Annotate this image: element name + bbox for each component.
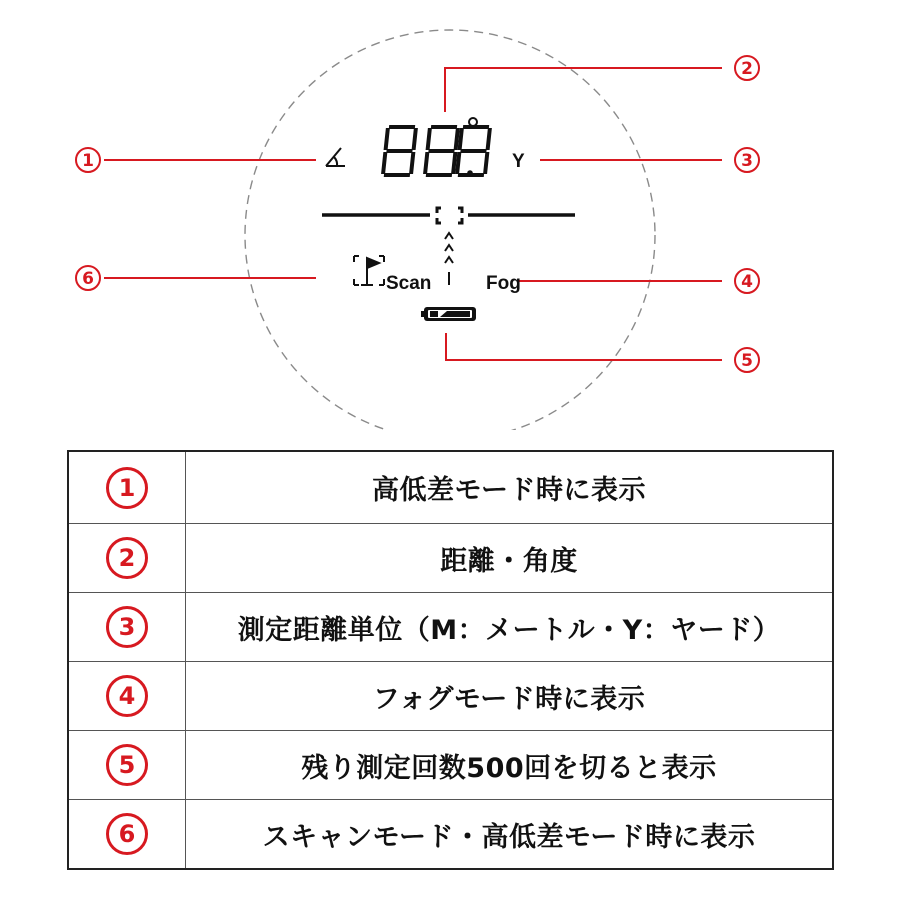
row-description: 残り測定回数500回を切ると表示 bbox=[186, 731, 834, 800]
fog-label: Fog bbox=[486, 273, 521, 294]
row-number-cell bbox=[68, 524, 186, 593]
row-number-cell bbox=[68, 662, 186, 731]
unit-label: Y bbox=[512, 151, 525, 172]
number-badge: 3 bbox=[106, 606, 148, 648]
row-description: 測定距離単位（M：メートル・Y：ヤード） bbox=[186, 593, 834, 662]
svg-text:6: 6 bbox=[82, 269, 94, 289]
number-badge: 4 bbox=[106, 675, 148, 717]
callout-badge-2 bbox=[735, 56, 759, 80]
callout-badge-4 bbox=[735, 269, 759, 293]
display-diagram bbox=[0, 0, 900, 430]
row-number-cell bbox=[68, 451, 186, 524]
svg-text:1: 1 bbox=[82, 151, 94, 171]
callout-badge-3 bbox=[735, 148, 759, 172]
crosshair-icon bbox=[437, 208, 462, 223]
number-badge: 6 bbox=[106, 813, 148, 855]
table-row bbox=[68, 451, 833, 524]
number-badge: 1 bbox=[106, 467, 148, 509]
leader-5 bbox=[446, 333, 722, 360]
angle-icon bbox=[326, 148, 345, 166]
row-description: フォグモード時に表示 bbox=[186, 662, 834, 731]
svg-text:3: 3 bbox=[741, 151, 753, 171]
legend-table bbox=[67, 450, 834, 870]
table-row bbox=[68, 593, 833, 662]
table-row bbox=[68, 662, 833, 731]
battery-icon bbox=[421, 307, 476, 321]
svg-text:5: 5 bbox=[741, 351, 753, 371]
svg-text:4: 4 bbox=[741, 272, 753, 292]
table-row bbox=[68, 800, 833, 870]
arrow-up-icon bbox=[445, 233, 453, 285]
row-description: スキャンモード・高低差モード時に表示 bbox=[186, 800, 834, 870]
row-number-cell bbox=[68, 800, 186, 870]
flag-icon bbox=[354, 256, 384, 285]
row-number-cell bbox=[68, 593, 186, 662]
callout-badge-6 bbox=[76, 266, 100, 290]
row-number-cell bbox=[68, 731, 186, 800]
table-row bbox=[68, 731, 833, 800]
leader-2 bbox=[445, 68, 722, 112]
viewfinder-circle bbox=[245, 30, 655, 430]
scan-label: Scan bbox=[386, 273, 432, 294]
distance-digits bbox=[383, 118, 490, 176]
number-badge: 2 bbox=[106, 537, 148, 579]
callout-badge-5 bbox=[735, 348, 759, 372]
row-description: 距離・角度 bbox=[186, 524, 834, 593]
svg-text:2: 2 bbox=[741, 59, 753, 79]
callout-badge-1 bbox=[76, 148, 100, 172]
row-description: 高低差モード時に表示 bbox=[186, 451, 834, 524]
table-row bbox=[68, 524, 833, 593]
number-badge: 5 bbox=[106, 744, 148, 786]
